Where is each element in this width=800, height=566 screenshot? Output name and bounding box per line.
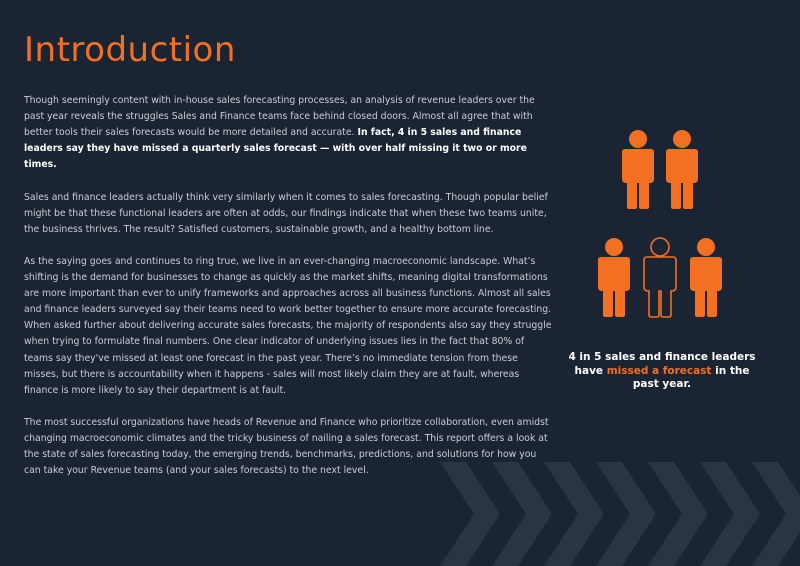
intro-paragraph-4: The most successful organizations have heads of Revenue and Finance who prioritize collaboration, even amidst changing macroeconomic climates and the tricky business of nailing a sales forecast. This report offers a look at the state of sales forecasting today, the emerging trends, benchmarks, predictions, and solutions for how you can take your Revenue teams (and your sales forecasts) to the next level. [24, 416, 549, 477]
chevron-right-icon [648, 462, 708, 566]
chevron-right-icon [596, 462, 656, 566]
intro-paragraph-1 [24, 93, 554, 173]
person-icon [666, 130, 698, 209]
chevron-decoration [440, 462, 800, 566]
person-icon [644, 238, 676, 317]
stat-caption-pre: 4 in 5 sales and finance leaders have [568, 351, 756, 377]
intro-body [24, 93, 554, 495]
chevron-right-icon [492, 462, 552, 566]
intro-paragraph-1-highlight: In fact, 4 in 5 sales and finance leaders say they have missed a quarterly sales forecast — with over half missing it two or more times. [24, 127, 527, 171]
page-title: Introduction [24, 30, 236, 70]
stat-caption-post: in the past year. [632, 364, 750, 390]
chevron-right-icon [700, 462, 760, 566]
person-icon [690, 238, 722, 317]
people-infographic [590, 130, 740, 340]
stat-caption [562, 351, 762, 392]
chevron-right-icon [440, 462, 500, 566]
intro-paragraph-3: As the saying goes and continues to ring true, we live in an ever-changing macroeconomic landscape. What’s shifting is the demand for businesses to change as quickly as the market shifts, meaning digital transformations are more important than ever to unify frameworks and approaches across all business functions. Almost all sales and finance leaders surveyed say their teams need to work better together to ensure more accurate forecasting. When asked further about delivering accurate sales forecasts, the majority of respondents also say they struggle when trying to formulate final numbers. One clear indicator of underlying issues lies in the fact that 80% of teams say they've missed at least one forecast in the past year. There’s no immediate tension from these misses, but there is accountability when it happens - sales will most likely claim they are at fault, whereas finance is more likely to say their department is at fault. [24, 255, 552, 396]
intro-paragraph-1-text: Though seemingly content with in-house sales forecasting processes, an analysis of revenue leaders over the past year reveals the struggles Sales and Finance teams face behind closed doors. Almost all agree that with better tools their sales forecasts would be more detailed and accurate. [24, 95, 535, 139]
chevron-right-icon [544, 462, 604, 566]
person-icon [622, 130, 654, 209]
intro-paragraph-2: Sales and finance leaders actually think very similarly when it comes to sales forecasting. Though popular belief might be that these functional leaders are often at odds, our findings indicate that when these two teams unite, the business thrives. The result? Satisfied customers, sustainable growth, and a healthy bottom line. [24, 191, 548, 235]
person-icon [598, 238, 630, 317]
stat-caption-highlight: missed a forecast [606, 364, 712, 377]
